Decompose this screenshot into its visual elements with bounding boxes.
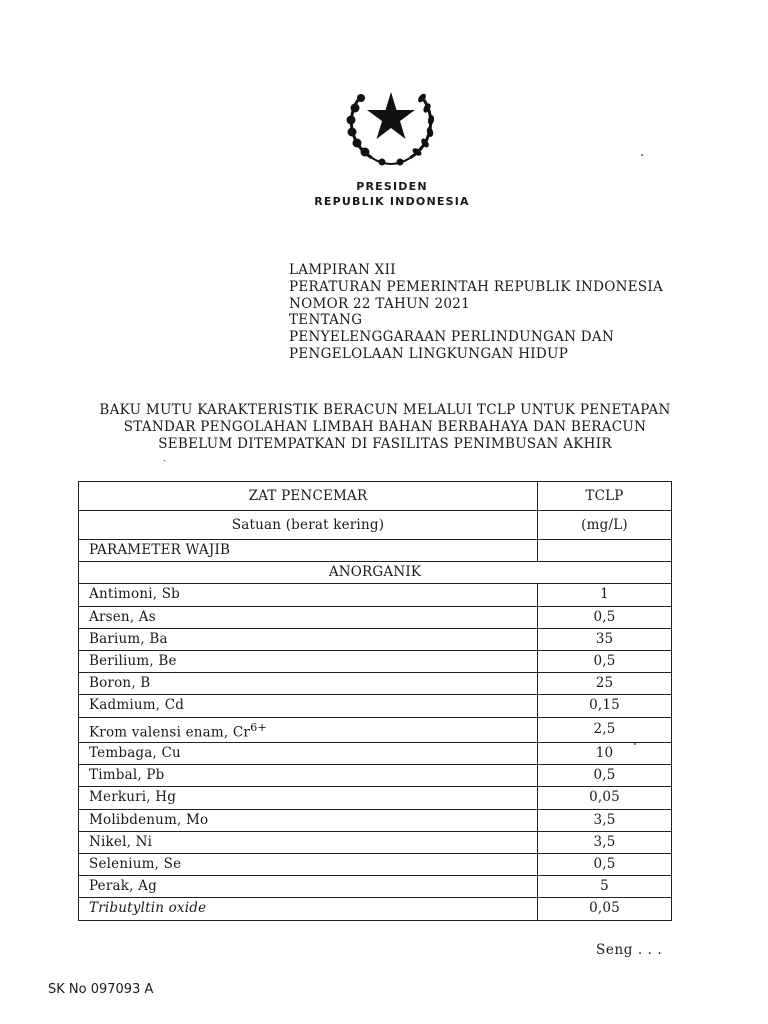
stray-mark: ˏ <box>163 451 167 462</box>
lampiran-line: PERATURAN PEMERINTAH REPUBLIK INDONESIA <box>289 278 664 295</box>
pollutant-name: Tributyltin oxide <box>79 898 538 920</box>
section-empty-cell <box>538 540 672 562</box>
pollutant-name: Nikel, Ni <box>79 831 538 853</box>
pollutant-name: Tembaga, Cu <box>79 743 538 765</box>
table-row <box>79 831 672 853</box>
tclp-value: 3,5 <box>538 831 672 853</box>
scan-speck <box>641 154 643 156</box>
lampiran-line: TENTANG <box>289 312 363 329</box>
tclp-value: 2,5 <box>538 717 672 743</box>
section-label: PARAMETER WAJIB <box>79 540 538 562</box>
unit-value: (mg/L) <box>538 511 672 540</box>
table-row <box>79 898 672 920</box>
lampiran-block <box>289 262 663 363</box>
column-header-zat: ZAT PENCEMAR <box>79 482 538 511</box>
pollutant-name: Berilium, Be <box>79 650 538 672</box>
pollutant-name: Molibdenum, Mo <box>79 809 538 831</box>
table-row <box>79 743 672 765</box>
table-unit-row <box>79 511 672 540</box>
section-row <box>79 540 672 562</box>
tclp-value: 5 <box>538 876 672 898</box>
presidential-seal-icon <box>338 78 444 170</box>
table-row <box>79 673 672 695</box>
document-title <box>60 402 710 453</box>
lampiran-line: NOMOR 22 TAHUN 2021 <box>289 295 471 312</box>
pollutant-name: Krom valensi enam, $Cr^{6+}$ <box>79 717 538 743</box>
title-line: STANDAR PENGOLAHAN LIMBAH BAHAN BERBAHAYA DAN BERACUN <box>123 419 647 435</box>
table-row <box>79 695 672 717</box>
lampiran-line: PENGELOLAAN LINGKUNGAN HIDUP <box>289 345 569 362</box>
table-row <box>79 650 672 672</box>
title-line: BAKU MUTU KARAKTERISTIK BERACUN MELALUI TCLP UNTUK PENETAPAN <box>99 402 671 418</box>
table-row <box>79 628 672 650</box>
tclp-value: 0,5 <box>538 765 672 787</box>
table-row <box>79 853 672 875</box>
pollutant-name: Arsen, As <box>79 606 538 628</box>
column-header-tclp: TCLP <box>538 482 672 511</box>
header-presiden: PRESIDEN <box>356 180 428 193</box>
table-row <box>79 787 672 809</box>
tclp-value: 0,05 <box>538 787 672 809</box>
lampiran-line: LAMPIRAN XII <box>289 262 396 278</box>
scan-speck <box>634 743 636 745</box>
pollutant-name: Selenium, Se <box>79 853 538 875</box>
table-row <box>79 876 672 898</box>
table-header-row <box>79 482 672 511</box>
tclp-value: 25 <box>538 673 672 695</box>
continuation-text: Seng . . . <box>596 942 663 958</box>
tclp-table <box>78 481 672 921</box>
pollutant-name: Boron, B <box>79 673 538 695</box>
tclp-value: 35 <box>538 628 672 650</box>
tclp-value: 0,5 <box>538 650 672 672</box>
header-republik: REPUBLIK INDONESIA <box>314 195 470 208</box>
pollutant-name: Barium, Ba <box>79 628 538 650</box>
table-row <box>79 765 672 787</box>
pollutant-name: Antimoni, Sb <box>79 584 538 606</box>
tclp-value: 0,5 <box>538 853 672 875</box>
lampiran-line: PENYELENGGARAAN PERLINDUNGAN DAN <box>289 329 615 346</box>
pollutant-name: Timbal, Pb <box>79 765 538 787</box>
pollutant-name: Merkuri, Hg <box>79 787 538 809</box>
title-line: SEBELUM DITEMPATKAN DI FASILITAS PENIMBUSAN AKHIR <box>158 436 612 452</box>
pollutant-name: Perak, Ag <box>79 876 538 898</box>
subsection-row <box>79 562 672 584</box>
tclp-value: 1 <box>538 584 672 606</box>
tclp-value: 10 <box>538 743 672 765</box>
unit-label: Satuan (berat kering) <box>79 511 538 540</box>
tclp-value: 0,5 <box>538 606 672 628</box>
superscript: 6+ <box>250 720 268 734</box>
subsection-label: ANORGANIK <box>79 562 672 584</box>
table-row <box>79 606 672 628</box>
table-row <box>79 584 672 606</box>
table-row <box>79 717 672 743</box>
sk-number: SK No 097093 A <box>48 982 154 997</box>
pollutant-name: Kadmium, Cd <box>79 695 538 717</box>
tclp-value: 3,5 <box>538 809 672 831</box>
table-row <box>79 809 672 831</box>
tclp-value: 0,15 <box>538 695 672 717</box>
tclp-value: 0,05 <box>538 898 672 920</box>
